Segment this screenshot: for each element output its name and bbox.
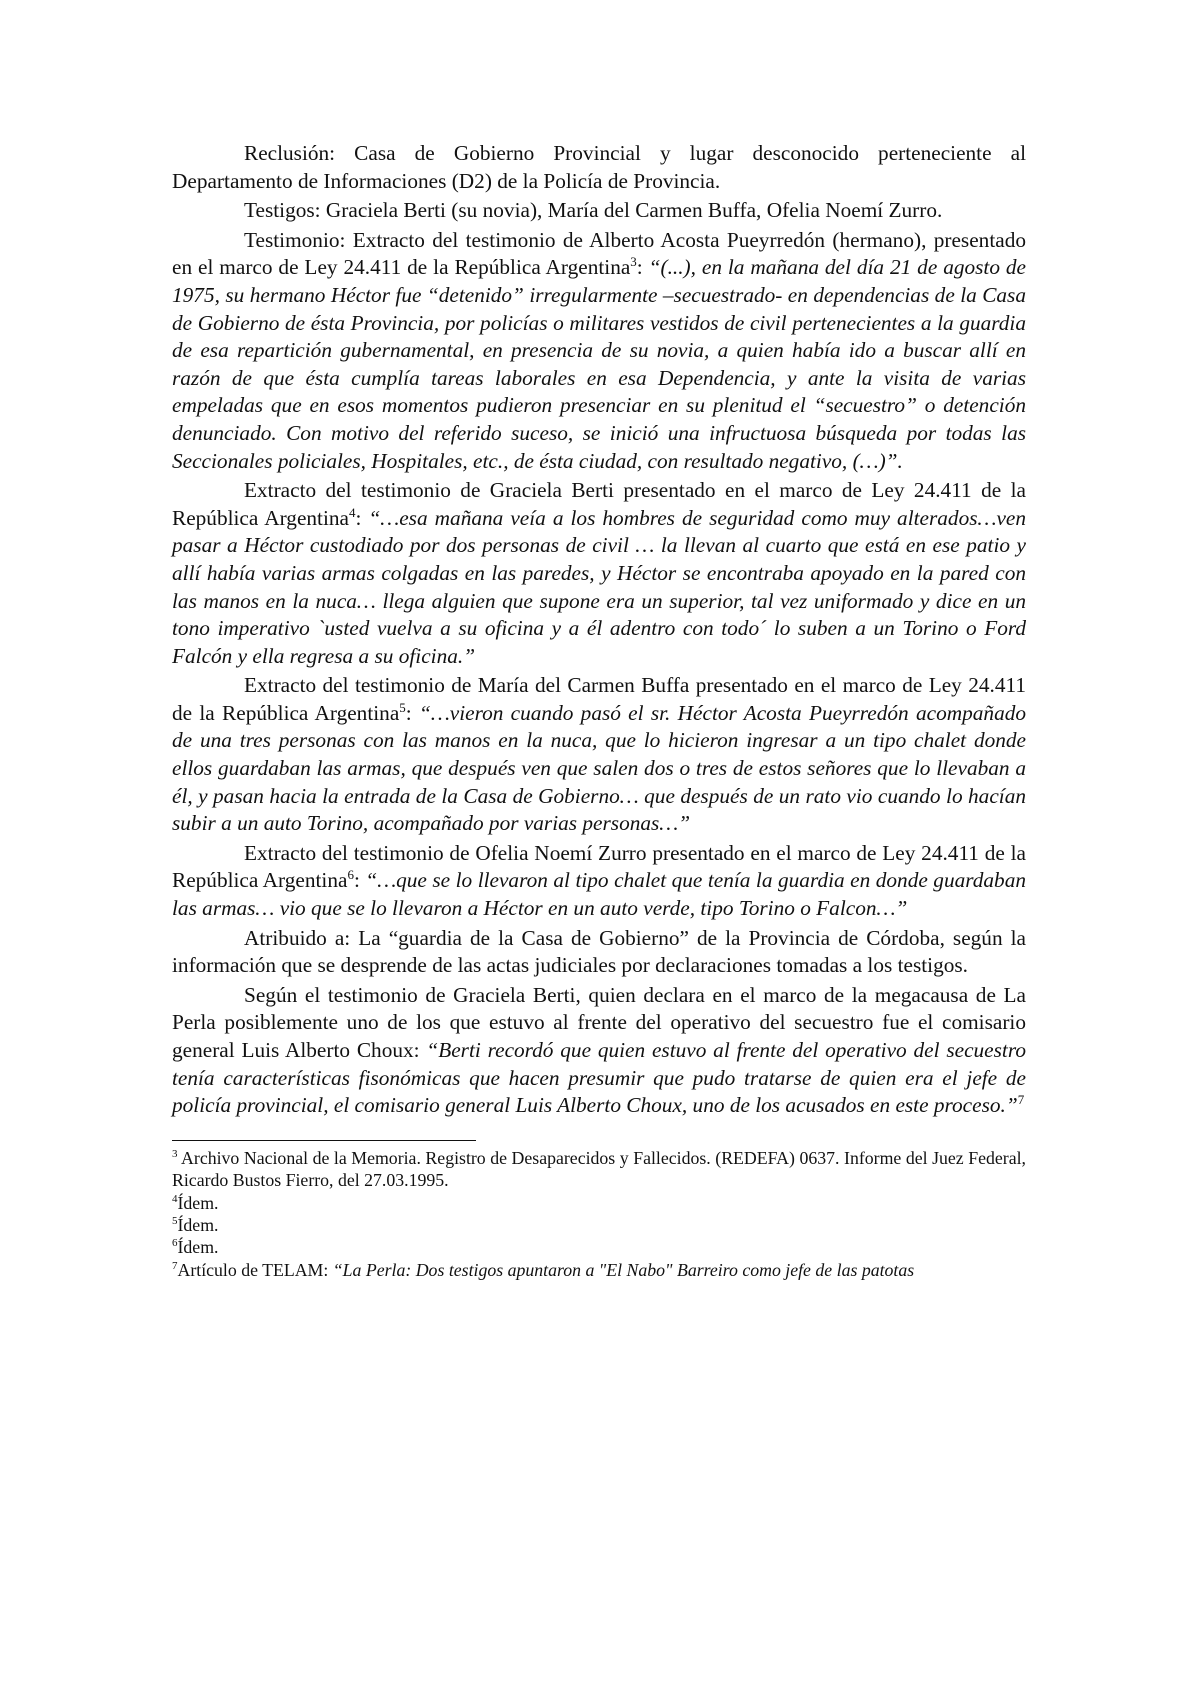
paragraph-text: Atribuido a: La “guardia de la Casa de Gobierno” de la Provincia de Córdoba, según la información que se desprende de las actas judiciales por declaraciones tomadas a los testigos.: [172, 925, 1026, 978]
paragraph-lead: Testimonio: Extracto del testimonio de Alberto Acosta Pueyrredón (hermano), presentado en el marco de Ley 24.411 de la República Argentina: [172, 227, 1026, 280]
footnote-ref: 3: [630, 254, 637, 270]
paragraph-lead: Extracto del testimonio de Ofelia Noemí Zurro presentado en el marco de Ley 24.411 de la República Argentina: [172, 840, 1026, 893]
footnote-text: Ídem.: [177, 1237, 219, 1258]
footnote-6: [172, 1236, 1026, 1258]
footnote-5: [172, 1214, 1026, 1236]
paragraph-text: Reclusión: Casa de Gobierno Provincial y lugar desconocido perteneciente al Departamento de Informaciones (D2) de la Policía de Provincia.: [172, 141, 1026, 193]
paragraph-berti: [172, 477, 1026, 670]
paragraph-lead: Extracto del testimonio de María del Carmen Buffa presentado en el marco de Ley 24.411 de la República Argentina: [172, 673, 1026, 725]
testimony-quote: “…vieron cuando pasó el sr. Héctor Acosta Pueyrredón acompañado de una tres personas con las manos en la nuca, que lo hicieron ingresar a un tipo chalet donde ellos guardaban las armas, que después ven que salen dos o tres de estos señores que lo llevaban a él, y pasan hacia la entrada de la Casa de Gobierno… que después de un rato vio cuando lo hacían subir a un auto Torino, acompañado por varias personas…”: [172, 700, 1027, 836]
footnote-7: [172, 1259, 1026, 1281]
paragraph-zurro: [172, 840, 1026, 923]
testimony-quote: “Berti recordó que quien estuvo al frente del operativo del secuestro tenía características fisonómicas que hacen presumir que pudo tratarse de quien era el jefe de policía provincial, el comisario general Luis Alberto Choux, uno de los acusados en este proceso.”: [172, 1038, 1026, 1118]
paragraph-reclusion: [172, 140, 1026, 195]
footnote-number: 5: [172, 1215, 178, 1228]
paragraph-buffa: [172, 672, 1026, 838]
footnote-number: 3: [172, 1147, 178, 1160]
footnote-text: Artículo de TELAM:: [177, 1259, 333, 1280]
footnote-text: Archivo Nacional de la Memoria. Registro de Desaparecidos y Fallecidos. (REDEFA) 0637. Informe del Juez Federal, Ricardo Bustos Fierro, del 27.03.1995.: [172, 1147, 1026, 1191]
footnote-separator: [172, 1140, 476, 1141]
testimony-quote: “…esa mañana veía a los hombres de seguridad como muy alterados…ven pasar a Héctor custodiado por dos personas de civil … la llevan al cuarto que está en ese patio y allí había varias armas colgadas en las paredes, y Héctor se encontraba apoyado en la pared con las manos en la nuca… llega alguien que supone era un superior, tal vez uniformado y dice en un tono imperativo `usted vuelva a su oficina y a él adentro con todo´ lo suben a un Torino o Ford Falcón y ella regresa a su oficina.”: [172, 505, 1027, 668]
paragraph-atribuido: [172, 925, 1026, 980]
separator: :: [353, 868, 366, 893]
footnote-number: 6: [172, 1237, 178, 1250]
separator: :: [405, 700, 419, 725]
document-page: [172, 140, 1026, 1281]
footnote-3: [172, 1147, 1026, 1192]
footnote-number: 4: [172, 1192, 178, 1205]
paragraph-lead: Según el testimonio de Graciela Berti, quien declara en el marco de la megacausa de La Perla posiblemente uno de los que estuvo al frente del operativo del secuestro fue el comisario general Luis Alberto Choux:: [172, 982, 1026, 1062]
separator: :: [355, 505, 369, 530]
testimony-quote: “(...), en la mañana del día 21 de agosto de 1975, su hermano Héctor fue “detenido” irregularmente –secuestrado- en dependencias de la Casa de Gobierno de ésta Provincia, por policías o militares vestidos de civil pertenecientes a la guardia de esa repartición gubernamental, en presencia de su novia, a quien había ido a buscar allí en razón de que ésta cumplía tareas laborales en esa Dependencia, y ante la visita de varias empeladas que en esos momentos pudieron presenciar en su plenitud el “secuestro” o detención denunciado. Con motivo del referido suceso, se inició una infructuosa búsqueda por todas las Seccionales policiales, Hospitales, etc., de ésta ciudad, con resultado negativo, (…)”.: [172, 255, 1027, 473]
paragraph-segun: [172, 982, 1026, 1120]
paragraph-lead: Extracto del testimonio de Graciela Berti presentado en el marco de Ley 24.411 de la República Argentina: [172, 478, 1026, 530]
paragraph-text: Testigos: Graciela Berti (su novia), María del Carmen Buffa, Ofelia Noemí Zurro.: [244, 198, 943, 223]
paragraph-testigos: [172, 197, 1026, 225]
footnote-number: 7: [172, 1259, 178, 1272]
footnote-ref: 5: [399, 699, 406, 715]
footnote-text: Ídem.: [177, 1215, 219, 1235]
paragraph-testimonio: [172, 227, 1026, 475]
footnote-4: [172, 1192, 1026, 1214]
footnote-text: Ídem.: [177, 1192, 219, 1213]
footnote-quote: “La Perla: Dos testigos apuntaron a "El Nabo" Barreiro como jefe de las patotas: [332, 1259, 915, 1280]
separator: :: [636, 255, 649, 280]
footnote-ref: 7: [1017, 1092, 1025, 1108]
testimony-quote: “…que se lo llevaron al tipo chalet que tenía la guardia en donde guardaban las armas… vio que se lo llevaron a Héctor en un auto verde, tipo Torino o Falcon…”: [172, 868, 1026, 921]
footnote-ref: 6: [347, 867, 354, 883]
footnote-ref: 4: [348, 504, 356, 520]
